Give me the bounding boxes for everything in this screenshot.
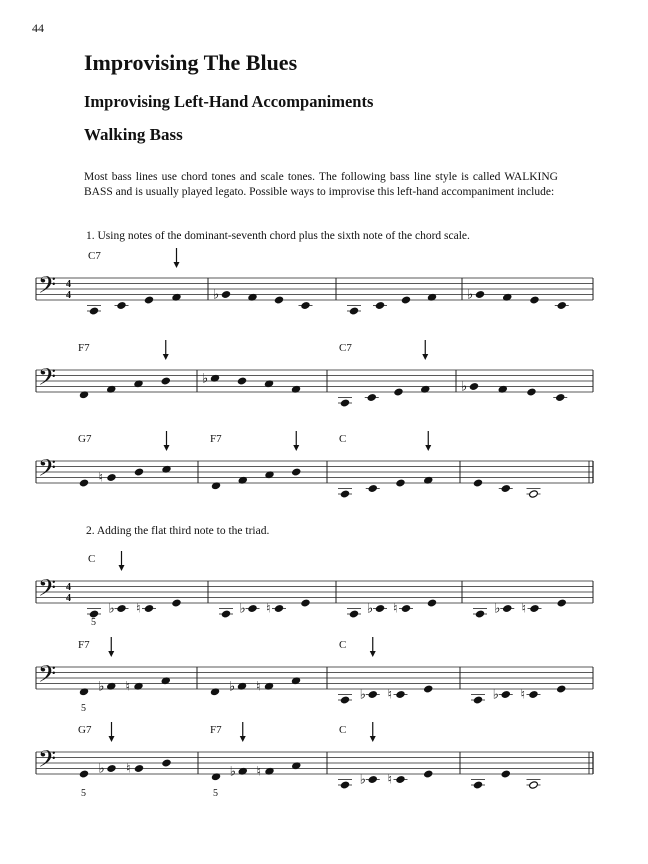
quarter-note bbox=[473, 479, 483, 487]
arrow-head-icon bbox=[240, 736, 246, 742]
arrow-head-icon bbox=[164, 445, 170, 451]
quarter-note bbox=[368, 484, 378, 492]
chord-symbol: F7 bbox=[78, 639, 90, 651]
quarter-note bbox=[274, 604, 284, 612]
quarter-note bbox=[117, 301, 127, 309]
quarter-note bbox=[401, 604, 411, 612]
quarter-note bbox=[375, 301, 385, 309]
chord-symbol: C bbox=[88, 553, 96, 565]
bass-clef-icon: 𝄢 bbox=[38, 660, 57, 693]
arrow-head-icon bbox=[370, 651, 376, 657]
natural-sign: ♮ bbox=[98, 470, 104, 486]
half-note bbox=[529, 490, 539, 498]
quarter-note bbox=[556, 685, 566, 693]
quarter-note bbox=[248, 604, 258, 612]
quarter-note bbox=[301, 301, 311, 309]
quarter-note bbox=[473, 781, 483, 789]
quarter-note bbox=[301, 599, 311, 607]
quarter-note bbox=[501, 770, 511, 778]
flat-sign: ♭ bbox=[213, 287, 220, 303]
time-signature-top: 4 bbox=[66, 279, 71, 290]
quarter-note bbox=[501, 484, 511, 492]
quarter-note bbox=[340, 696, 350, 704]
flat-sign: ♭ bbox=[494, 601, 501, 617]
fingering-number: 5 bbox=[81, 703, 86, 714]
quarter-note bbox=[274, 296, 284, 304]
chord-symbol: C bbox=[339, 639, 347, 651]
half-note bbox=[529, 781, 539, 789]
quarter-note bbox=[291, 468, 301, 476]
natural-sign: ♮ bbox=[256, 679, 261, 695]
quarter-note bbox=[144, 296, 154, 304]
quarter-note bbox=[107, 473, 117, 481]
bass-clef-icon: 𝄢 bbox=[38, 363, 57, 396]
quarter-note bbox=[349, 307, 359, 315]
quarter-note bbox=[340, 781, 350, 789]
quarter-note bbox=[117, 604, 127, 612]
quarter-note bbox=[107, 764, 117, 772]
fingering-number: 5 bbox=[91, 617, 96, 628]
arrow-head-icon bbox=[108, 651, 114, 657]
natural-sign: ♮ bbox=[387, 687, 393, 703]
intro-paragraph: Most bass lines use chord tones and scale tones. The following bass line style is called WALKING BASS and is usually played legato. Possible ways to improvise this left-hand accompaniment include: bbox=[84, 171, 558, 198]
quarter-note bbox=[396, 775, 406, 783]
quarter-note bbox=[340, 399, 350, 407]
chord-symbol: C bbox=[339, 433, 347, 445]
quarter-note bbox=[340, 490, 350, 498]
quarter-note bbox=[502, 604, 512, 612]
chord-symbol: C7 bbox=[339, 342, 352, 354]
arrow-head-icon bbox=[119, 565, 125, 571]
flat-sign: ♭ bbox=[461, 379, 468, 395]
quarter-note bbox=[368, 775, 378, 783]
flat-sign: ♭ bbox=[239, 601, 246, 617]
quarter-note bbox=[89, 307, 99, 315]
time-signature-top: 4 bbox=[66, 582, 71, 593]
quarter-note bbox=[555, 393, 565, 401]
flat-sign: ♭ bbox=[98, 761, 105, 777]
quarter-note bbox=[79, 770, 89, 778]
quarter-note bbox=[396, 479, 406, 487]
natural-sign: ♮ bbox=[393, 601, 398, 617]
flat-sign: ♭ bbox=[492, 687, 499, 703]
quarter-note bbox=[161, 377, 171, 385]
fingering-number: 5 bbox=[81, 788, 86, 799]
natural-sign: ♮ bbox=[126, 761, 131, 777]
chord-symbol: G7 bbox=[78, 724, 92, 736]
quarter-note bbox=[368, 690, 378, 698]
quarter-note bbox=[423, 770, 433, 778]
flat-sign: ♭ bbox=[108, 601, 115, 617]
quarter-note bbox=[162, 759, 172, 767]
quarter-note bbox=[134, 764, 144, 772]
quarter-note bbox=[367, 393, 377, 401]
time-signature-bottom: 4 bbox=[66, 593, 71, 604]
flat-sign: ♭ bbox=[229, 679, 236, 695]
quarter-note bbox=[375, 604, 385, 612]
example-2-heading: 2. Adding the flat third note to the triad. bbox=[86, 525, 270, 537]
quarter-note bbox=[529, 690, 539, 698]
bass-clef-icon: 𝄢 bbox=[38, 745, 57, 778]
arrow-head-icon bbox=[174, 262, 180, 268]
quarter-note bbox=[144, 604, 154, 612]
chord-symbol: C7 bbox=[88, 250, 101, 262]
quarter-note bbox=[396, 690, 406, 698]
example-1-heading: 1. Using notes of the dominant-seventh chord plus the sixth note of the chord scale. bbox=[86, 230, 470, 242]
quarter-note bbox=[221, 290, 231, 298]
subtitle: Improvising Left-Hand Accompaniments bbox=[84, 92, 374, 111]
bass-clef-icon: 𝄢 bbox=[38, 574, 57, 607]
quarter-note bbox=[401, 296, 411, 304]
quarter-note bbox=[475, 610, 485, 618]
arrow-head-icon bbox=[425, 445, 431, 451]
natural-sign: ♮ bbox=[256, 764, 262, 780]
arrow-head-icon bbox=[163, 354, 169, 360]
natural-sign: ♮ bbox=[266, 601, 271, 617]
time-signature-bottom: 4 bbox=[66, 290, 71, 301]
quarter-note bbox=[469, 382, 479, 390]
arrow-head-icon bbox=[370, 736, 376, 742]
quarter-note bbox=[557, 599, 567, 607]
page-number: 44 bbox=[32, 21, 44, 35]
page-title: Improvising The Blues bbox=[84, 50, 298, 75]
flat-sign: ♭ bbox=[467, 287, 474, 303]
chord-symbol: F7 bbox=[78, 342, 90, 354]
quarter-note bbox=[530, 604, 540, 612]
quarter-note bbox=[527, 388, 537, 396]
flat-sign: ♭ bbox=[202, 371, 209, 387]
quarter-note bbox=[221, 610, 231, 618]
quarter-note bbox=[530, 296, 540, 304]
quarter-note bbox=[394, 388, 404, 396]
quarter-note bbox=[427, 599, 437, 607]
quarter-note bbox=[237, 377, 247, 385]
natural-sign: ♮ bbox=[125, 679, 131, 695]
natural-sign: ♮ bbox=[387, 772, 393, 788]
chord-symbol: F7 bbox=[210, 724, 222, 736]
arrow-head-icon bbox=[293, 445, 299, 451]
natural-sign: ♮ bbox=[136, 601, 141, 617]
quarter-note bbox=[172, 599, 182, 607]
flat-sign: ♭ bbox=[98, 679, 105, 695]
bass-clef-icon: 𝄢 bbox=[38, 454, 57, 487]
chord-symbol: G7 bbox=[78, 433, 92, 445]
quarter-note bbox=[501, 690, 511, 698]
arrow-head-icon bbox=[109, 736, 115, 742]
natural-sign: ♮ bbox=[521, 601, 527, 617]
fingering-number: 5 bbox=[213, 788, 218, 799]
bass-clef-icon: 𝄢 bbox=[38, 271, 57, 304]
quarter-note bbox=[134, 468, 144, 476]
quarter-note bbox=[349, 610, 359, 618]
flat-sign: ♭ bbox=[359, 687, 366, 703]
flat-sign: ♭ bbox=[359, 772, 366, 788]
quarter-note bbox=[423, 685, 433, 693]
arrow-head-icon bbox=[422, 354, 428, 360]
natural-sign: ♮ bbox=[520, 687, 526, 703]
chord-symbol: F7 bbox=[210, 433, 222, 445]
chord-symbol: C bbox=[339, 724, 347, 736]
section-heading: Walking Bass bbox=[84, 125, 183, 144]
quarter-note bbox=[473, 696, 483, 704]
quarter-note bbox=[79, 479, 89, 487]
flat-sign: ♭ bbox=[367, 601, 374, 617]
quarter-note bbox=[557, 301, 567, 309]
flat-sign: ♭ bbox=[229, 764, 236, 780]
quarter-note bbox=[475, 290, 485, 298]
